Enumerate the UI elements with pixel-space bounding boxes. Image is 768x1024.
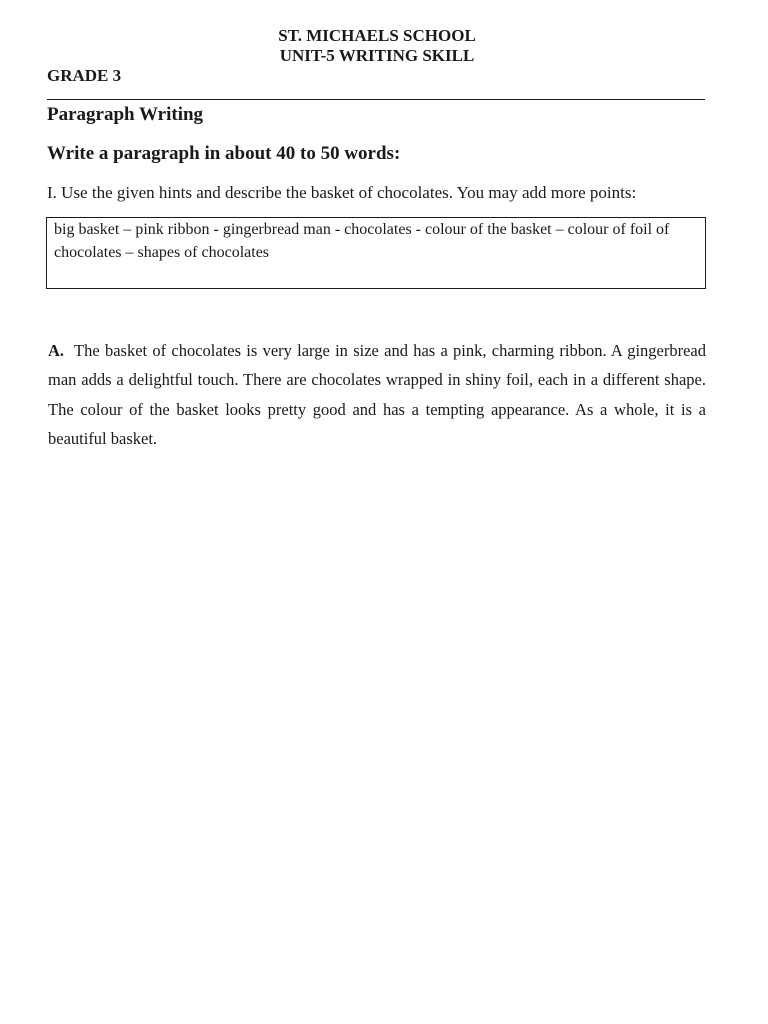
- school-title: ST. MICHAELS SCHOOL: [278, 26, 476, 45]
- answer-label: A.: [48, 341, 65, 360]
- section-heading: Paragraph Writing: [47, 104, 204, 125]
- unit-title: UNIT-5 WRITING SKILL: [279, 46, 475, 65]
- question-text: I. Use the given hints and describe the basket of chocolates. You may add more points:: [47, 183, 637, 202]
- hints-box: [46, 217, 706, 289]
- writing-instruction: Write a paragraph in about 40 to 50 words:: [47, 143, 401, 164]
- hints-text: big basket – pink ribbon - gingerbread man - chocolates - colour of the basket – colour of foil of chocolates – shapes of chocolates: [54, 221, 670, 261]
- header-divider: [47, 99, 705, 100]
- answer-text: The basket of chocolates is very large in size and has a pink, charming ribbon. A gingerbread man adds a delightful touch. There are chocolates wrapped in shiny foil, each in a different shape. The colour of the basket looks pretty good and has a tempting appearance. As a whole, it is a beautiful basket.: [48, 341, 706, 449]
- grade-label: GRADE 3: [47, 66, 122, 85]
- answer-paragraph: [48, 336, 706, 454]
